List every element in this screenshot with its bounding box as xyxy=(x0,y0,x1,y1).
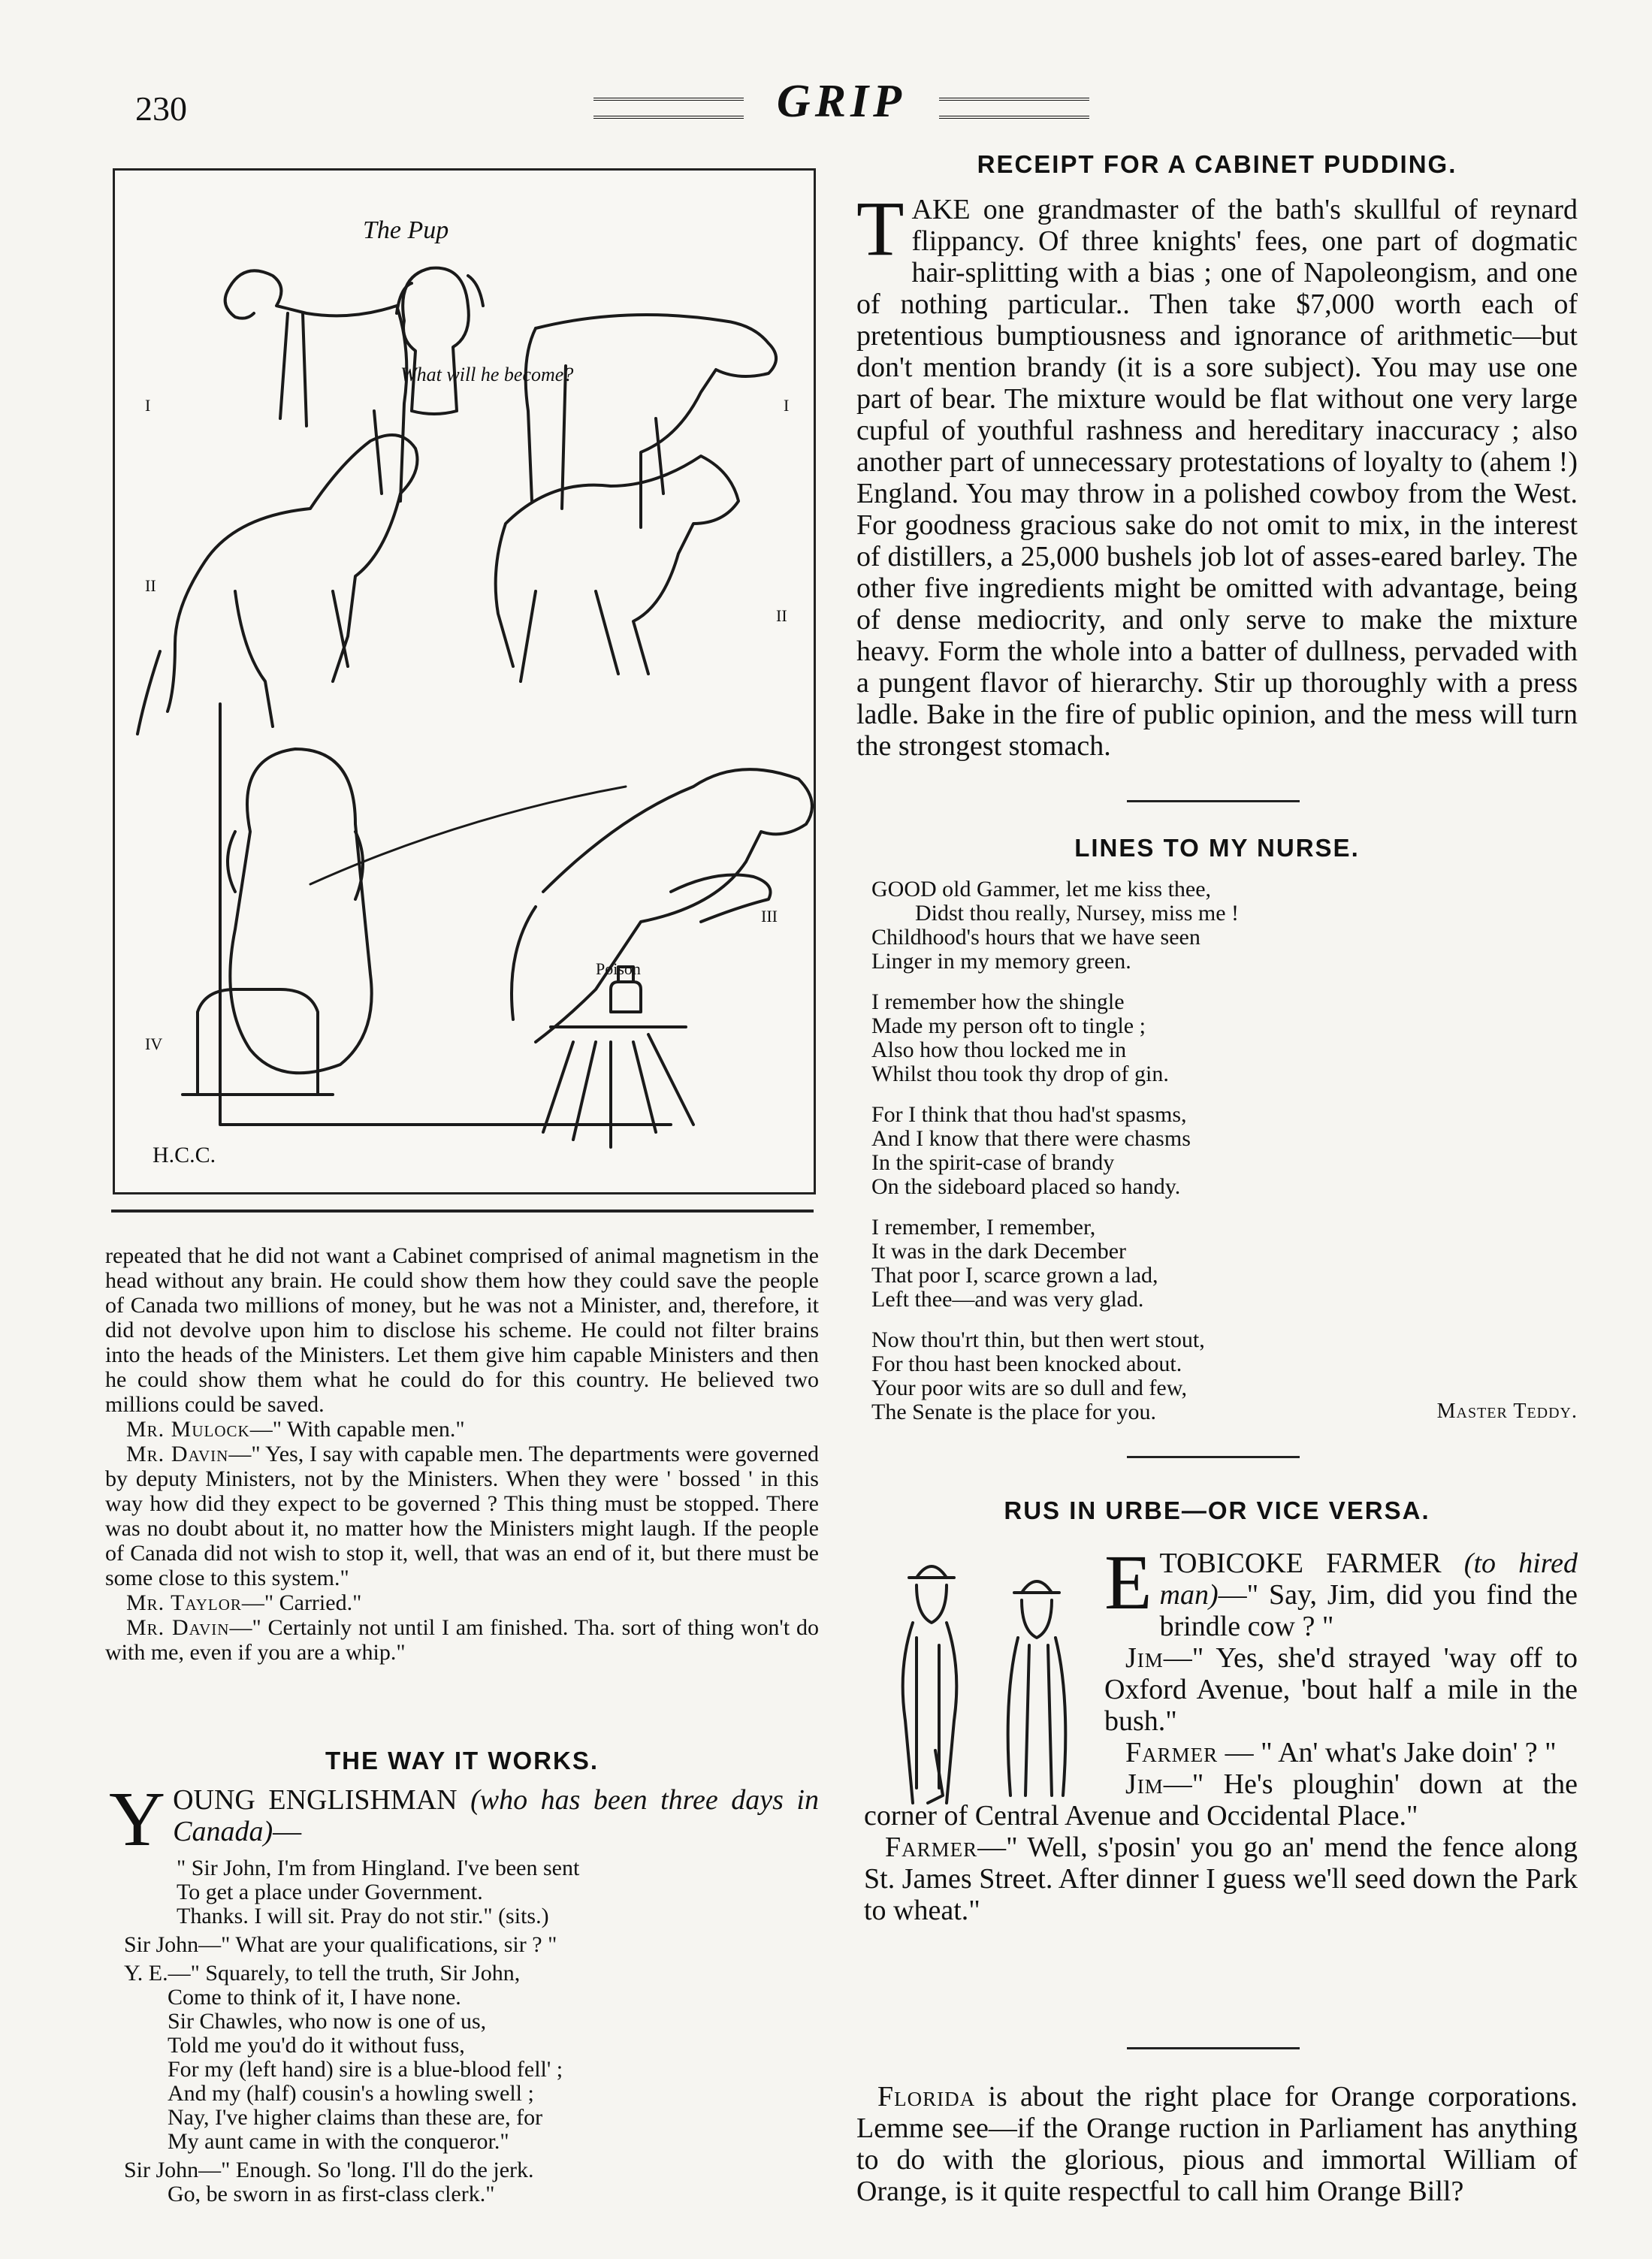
left-column-text xyxy=(105,1243,819,1665)
lines-to-nurse-poem xyxy=(871,877,1578,1441)
poem-stanza: GOOD old Gammer, let me kiss thee, Didst thou really, Nursey, miss me ! Childhood's hours that we have seen Linger in my memory green. xyxy=(871,877,1240,974)
way-it-works-article xyxy=(109,1776,819,2206)
cartoon-caption-top: The Pup xyxy=(363,216,449,244)
cartoon-baseline-rule xyxy=(111,1210,814,1213)
dialogue-line: Farmer—" Well, s'posin' you go an' mend the fence along St. James Street. After dinner I guess we'll seed down the Park to wheat." xyxy=(864,1832,1578,1926)
dialogue-line: Jim—" Yes, she'd strayed 'way off to Oxford Avenue, 'bout half a mile in the bush." xyxy=(1104,1642,1578,1737)
poem-stanza: I remember, I remember, It was in the dark December That poor I, scarce grown a lad, Left thee—and was very glad. xyxy=(871,1215,1158,1312)
cartoon-caption-question: What will he become? xyxy=(400,364,574,385)
cabinet-pudding-text: AKE one grandmaster of the bath's skullful of reynard flippancy. Of three knights' fees, one part of dogmatic hair-splitting with a bias ; one of Napoleongism, and one of nothing particular.. Then take $7,000 worth each of pretentious bumptiousness and ignorance of arithmetic—but don't mention brandy (it is a sore subject). You may use one part of bear. The mixture would be flat without one very large cupful of youthful rashness and hereditary inaccuracy ; also another part of unnecessary protestations of loyalty to (ahem !) England. You may throw in a polished cowboy from the West. For goodness gracious sake do not omit to mix, in the interest of distillers, a 25,000 bushels job lot of asses-eared barley. The other five ingredients might be omitted with advantage, being of dense mediocrity, and only serve to make the mixture heavy. Form the whole into a batter of dullness, pervaded with a pungent flavor of hierarchy. Stir up thoroughly with a press ladle. Bake in the fire of public opinion, and the mess will turn the strongest stomach. xyxy=(856,194,1578,762)
florida-paragraph: Florida is about the right place for Orange corporations. Lemme see—if the Orange ruction in Parliament has anything to do with the glorious, pious and immortal William of Orange, is it quite respectful to call him Orange Bill? xyxy=(856,2081,1578,2207)
masthead-title: GRIP xyxy=(776,76,907,127)
cartoon-signature: H.C.C. xyxy=(153,1143,216,1167)
rus-in-urbe-headline: RUS IN URBE—OR VICE VERSA. xyxy=(1004,1496,1430,1524)
cartoon-drawing xyxy=(115,171,814,1192)
young-englishman-reply: Y. E.—" Squarely, to tell the truth, Sir John, Come to think of it, I have none. Sir Chawles, who now is one of us, Told me you'd do it without fuss, For my (left hand) sire is a blue-blood fell' ; And my (half) cousin's a howling swell ; Nay, I've higher claims than these are, for My aunt came in with the conqueror." xyxy=(124,1961,563,2154)
cartoon-numeral: I xyxy=(784,396,790,415)
masthead-rule-right xyxy=(939,98,1089,119)
cabinet-pudding-article xyxy=(856,186,1578,762)
way-it-works-intro: YOUNG ENGLISHMAN (who has been three days in Canada)— xyxy=(109,1776,819,1862)
cartoon-numeral: IV xyxy=(145,1034,163,1053)
poem-stanza: I remember how the shingle Made my person oft to tingle ; Also how thou locked me in Whilst thou took thy drop of gin. xyxy=(871,989,1169,1086)
masthead-rule-left xyxy=(593,98,744,119)
rus-in-urbe-dropcap: E xyxy=(1104,1539,1152,1626)
lines-to-nurse-headline: LINES TO MY NURSE. xyxy=(1074,834,1360,862)
page-number: 230 xyxy=(135,89,187,128)
sir-john-question: Sir John—" What are your qualifications, sir ? " xyxy=(124,1932,557,1957)
cartoon-numeral: I xyxy=(145,396,151,415)
cartoon-numeral: II xyxy=(145,576,156,595)
cartoon-numeral: III xyxy=(761,907,778,926)
section-divider xyxy=(1127,2047,1300,2049)
masthead xyxy=(593,75,1089,128)
dialogue-line: Mr. Davin—" Certainly not until I am finished. Tha. sort of thing won't do with me, even if you are a whip." xyxy=(105,1615,819,1665)
continued-paragraph: repeated that he did not want a Cabinet comprised of animal magnetism in the head without any brain. He could show them how they could save the people of Canada two millions of money, but he was not a Minister, and, therefore, it did not devolve upon him to disclose his scheme. He could not filter brains into the heads of the Ministers. Let them give him capable Ministers and then he could show them what he could do for this country. He believed two millions could be saved. xyxy=(105,1243,819,1417)
cabinet-pudding-dropcap: T xyxy=(856,186,905,272)
cabinet-pudding-headline: RECEIPT FOR A CABINET PUDDING. xyxy=(977,150,1457,178)
poem-stanza: Now thou'rt thin, but then wert stout, For thou hast been knocked about. Your poor wits are so dull and few, The Senate is the place for you. xyxy=(871,1327,1205,1424)
way-it-works-stanza1: " Sir John, I'm from Hingland. I've been sent To get a place under Government. Thanks. I will sit. Pray do not stir." (sits.) xyxy=(177,1856,580,1928)
poem-stanza: For I think that thou had'st spasms, And I know that there were chasms In the spirit-case of brandy On the sideboard placed so handy. xyxy=(871,1102,1191,1199)
dialogue-line: Farmer — " An' what's Jake doin' ? " xyxy=(1125,1737,1557,1768)
section-divider xyxy=(1127,1456,1300,1458)
poem-signature: Master Teddy. xyxy=(1436,1400,1578,1423)
dialogue-line: Mr. Mulock—" With capable men." xyxy=(126,1417,465,1442)
sir-john-final: Sir John—" Enough. So 'long. I'll do the jerk. Go, be sworn in as first-class clerk." xyxy=(124,2158,534,2206)
cartoon-illustration xyxy=(113,168,816,1194)
dialogue-line: Jim—" He's ploughin' down at the corner of Central Avenue and Occidental Place." xyxy=(864,1768,1578,1832)
cartoon-numeral: II xyxy=(776,606,787,625)
dialogue-line: Mr. Taylor—" Carried." xyxy=(126,1590,362,1615)
way-it-works-headline: THE WAY IT WORKS. xyxy=(325,1747,599,1774)
section-divider xyxy=(1127,800,1300,802)
rus-in-urbe-article: ETOBICOKE FARMER (to hired man)—" Say, Jim, did you find the brindle cow ? " Jim—" Yes, she'd strayed 'way off to Oxford Avenue, 'bout half a mile in the bush." Farmer — " An' what's Jake doin' ? " Jim—" He's ploughin' down at the corner of Central Avenue and Occidental Place." Farmer—" Well, s'posin' you go an' mend the fence along St. James Street. After dinner I guess we'll seed down the Park to wheat." xyxy=(864,1539,1578,1926)
cartoon-poison-label: Poison xyxy=(596,959,641,978)
illustration-spacer xyxy=(864,1548,1104,1788)
dialogue-line: Mr. Davin—" Yes, I say with capable men. The departments were governed by deputy Ministers, not by the Ministers. When they were ' bossed ' in this way how did they expect to be governed ? This thing must be stopped. There was no doubt about it, no matter how the Ministers might laugh. If the people of Canada did not wish to stop it, well, that was an end of it, but there must be some close to this system." xyxy=(105,1442,819,1590)
